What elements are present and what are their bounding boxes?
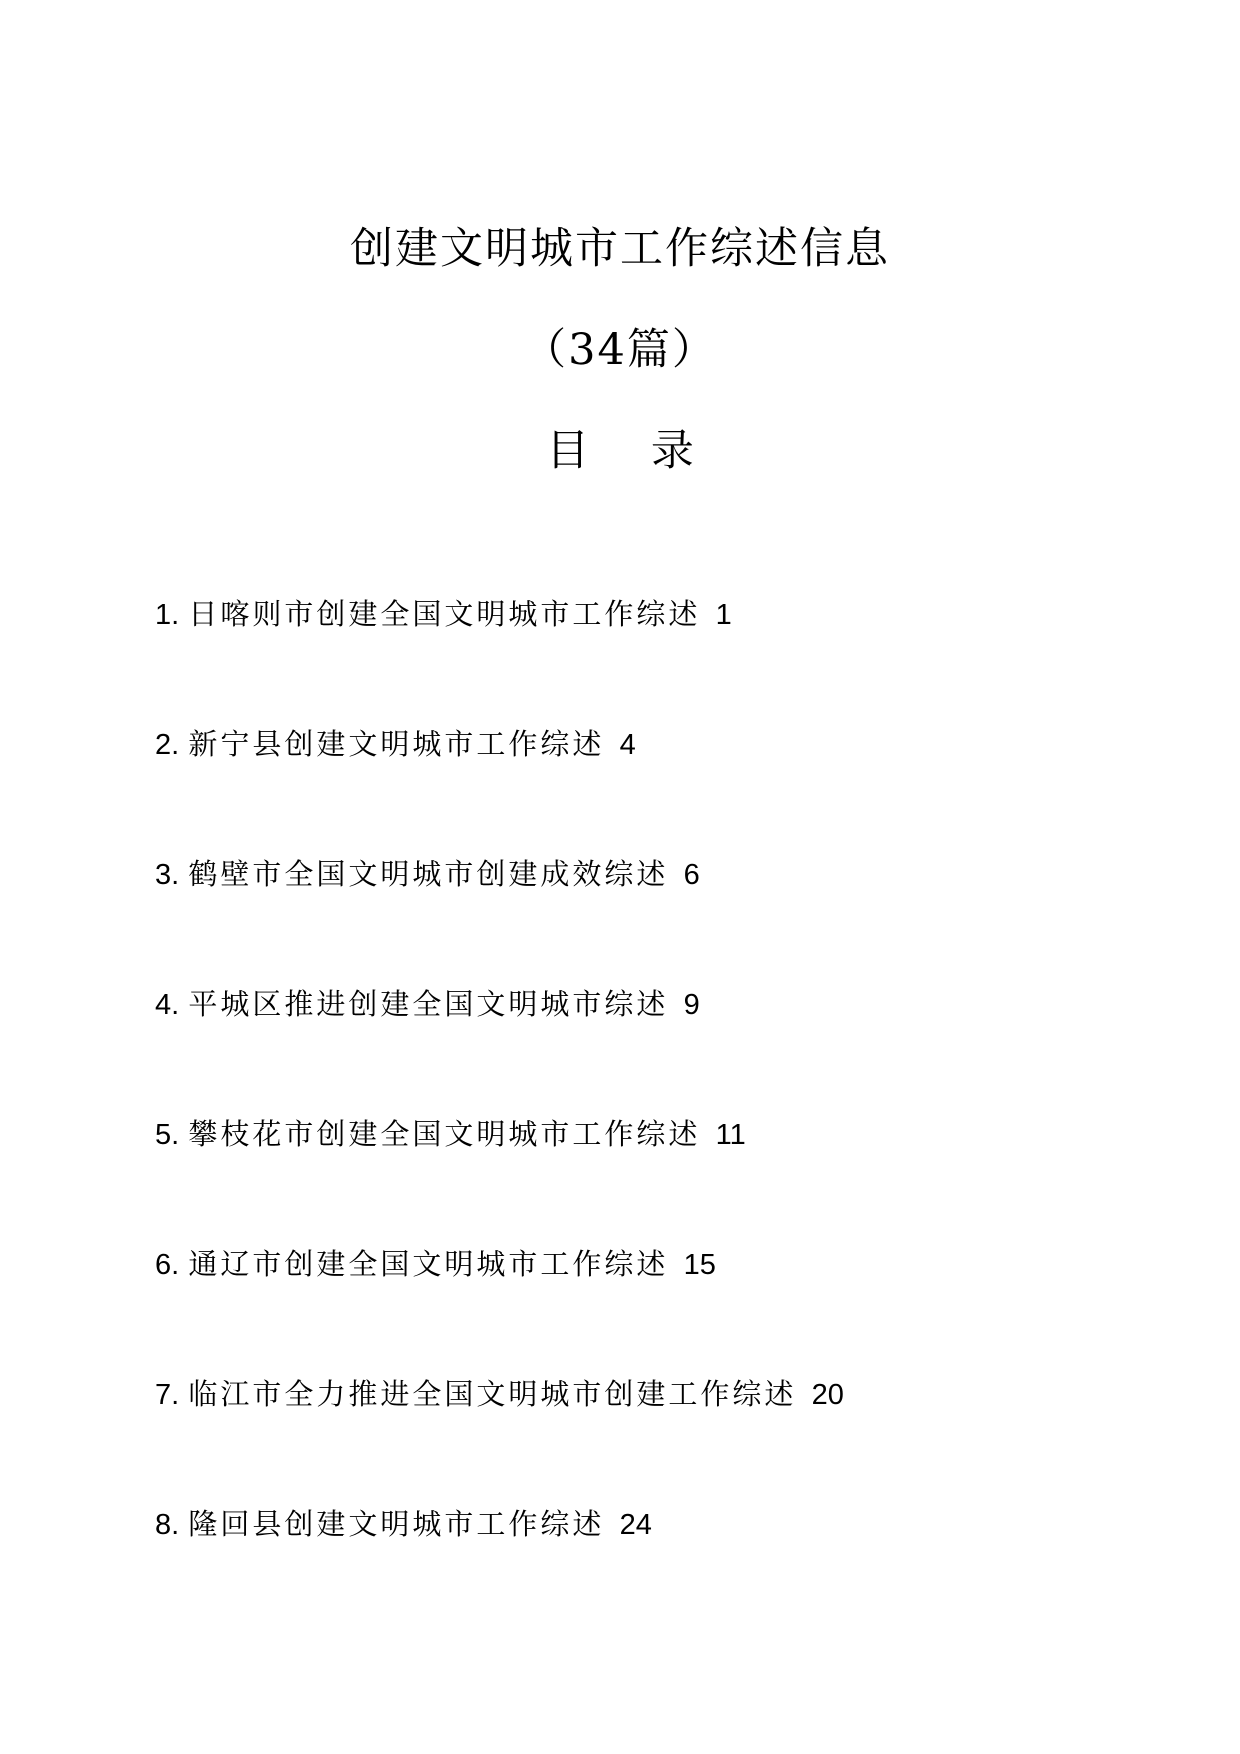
toc-item-page: 6 bbox=[683, 859, 700, 891]
toc-item-number: 3. bbox=[155, 859, 180, 891]
toc-item[interactable] bbox=[155, 1247, 716, 1281]
toc-item-page: 4 bbox=[619, 729, 636, 761]
document-title: 创建文明城市工作综述信息 bbox=[350, 224, 890, 274]
toc-item[interactable] bbox=[155, 1117, 746, 1151]
toc-item-title: 攀枝花市创建全国文明城市工作综述 bbox=[188, 1117, 701, 1151]
toc-item[interactable] bbox=[155, 987, 700, 1021]
toc-item-page: 1 bbox=[715, 599, 732, 631]
toc-item-title: 平城区推进创建全国文明城市综述 bbox=[188, 987, 669, 1021]
toc-item-title: 通辽市创建全国文明城市工作综述 bbox=[188, 1247, 669, 1281]
toc-item-page: 20 bbox=[811, 1379, 844, 1411]
toc-item-title: 日喀则市创建全国文明城市工作综述 bbox=[188, 597, 701, 631]
toc-item[interactable] bbox=[155, 597, 732, 631]
toc-item-number: 4. bbox=[155, 989, 180, 1021]
article-count: （34篇） bbox=[523, 325, 717, 375]
toc-item-page: 15 bbox=[683, 1249, 716, 1281]
toc-item[interactable] bbox=[155, 1507, 652, 1541]
toc-item-number: 2. bbox=[155, 729, 180, 761]
toc-item-title: 新宁县创建文明城市工作综述 bbox=[188, 727, 605, 761]
toc-item-number: 1. bbox=[155, 599, 180, 631]
toc-item-number: 6. bbox=[155, 1249, 180, 1281]
toc-item[interactable] bbox=[155, 727, 636, 761]
toc-item-page: 11 bbox=[715, 1119, 746, 1151]
toc-item-number: 8. bbox=[155, 1509, 180, 1541]
toc-item-number: 7. bbox=[155, 1379, 180, 1411]
toc-item-title: 临江市全力推进全国文明城市创建工作综述 bbox=[188, 1377, 797, 1411]
toc-item-title: 鹤壁市全国文明城市创建成效综述 bbox=[188, 857, 669, 891]
toc-item[interactable] bbox=[155, 1377, 844, 1411]
toc-heading: 目 录 bbox=[546, 426, 718, 476]
toc-item-page: 9 bbox=[683, 989, 700, 1021]
toc-item-title: 隆回县创建文明城市工作综述 bbox=[188, 1507, 605, 1541]
toc-item-page: 24 bbox=[619, 1509, 652, 1541]
toc-item-number: 5. bbox=[155, 1119, 180, 1151]
toc-item[interactable] bbox=[155, 857, 700, 891]
